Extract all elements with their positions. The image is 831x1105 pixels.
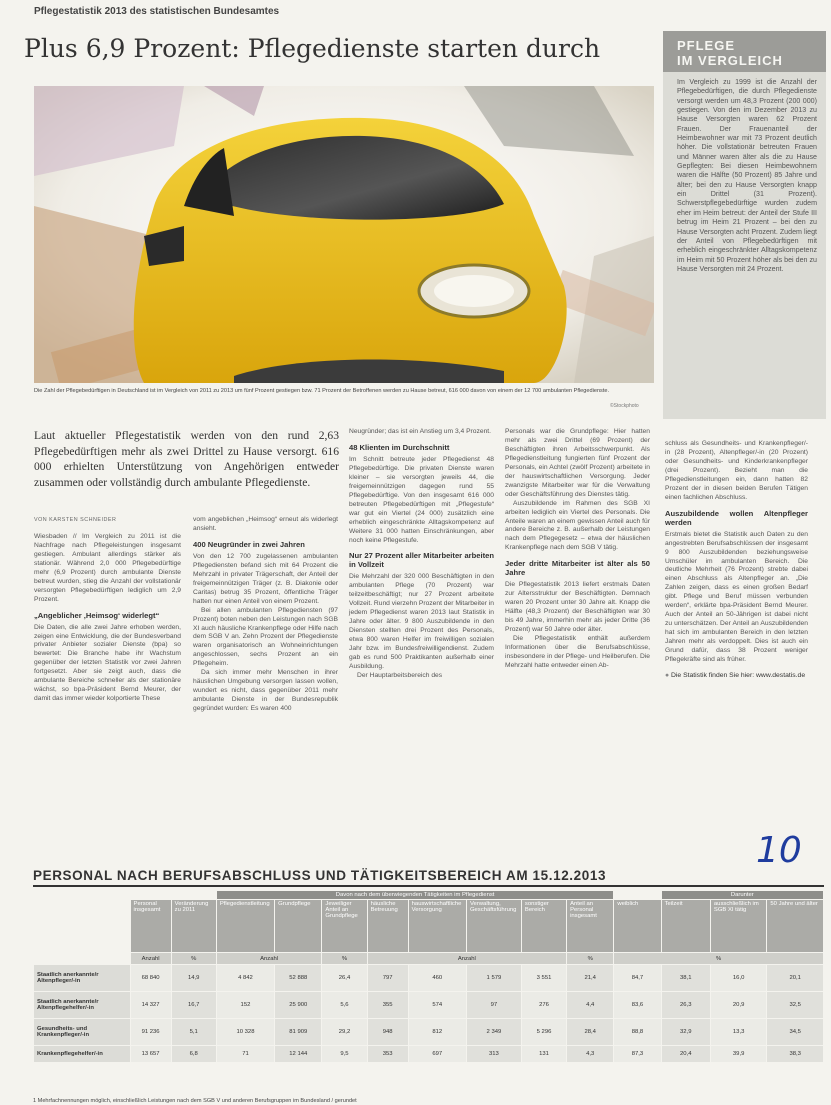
table-cell: 29,2 [322,1019,367,1046]
table-cell: 68 840 [130,965,171,992]
unit-cell: Anzahl [130,953,171,965]
sidebar-box [663,31,826,419]
table-cell: 152 [216,992,274,1019]
sidebar-title-line2: IM VERGLEICH [677,53,783,68]
table-cell: 3 551 [521,965,566,992]
table-cell: 83,6 [614,992,661,1019]
table-cell: 13 657 [130,1046,171,1063]
table-header-cell: häusliche Betreuung [367,900,408,953]
column-4-paragraph-1: Personals war die Grundpflege: Hier hatten mehr als zwei Drittel (69 Prozent) der Beschäftigten ihren Arbeitsschwerpunkt. Als Pflegedienstleitung fungierten fünf Prozent der Personals, ein Achtel (zwölf Prozent) arbeitete in der hauswirtschaftlichen Versorgung. Jeder zwanzigste Mitarbeiter war für die Verwaltung oder Geschäftsführung des Dienstes tätig. [505,428,650,498]
table-cell: 91 236 [130,1019,171,1046]
column-5-paragraph-2: Erstmals bietet die Statistik auch Daten zu den angestrebten Berufsabschlüssen der insgesamt 9 800 Auszubildenden beziehungsweise Umschüler im ambulanten Bereich. Die deutliche Mehrheit (76 Prozent) strebte dabei einen Abschluss als Altenpfleger an. „Die Zahlen zeigen, dass es einen großen Bedarf gibt. Pflege und Beruf müssen verbunden werden“, erklärte bpa-Präsident Bernd Meurer. Auch der Anteil an 50-Jährigen ist dabei nicht zu unterschätzen. Der Anteil an Auszubildenden hat sich im ambulanten Bereich in den letzten Jahren mehr als verdoppelt. Dies ist auch ein Grund dafür, dass 38 Prozent weniger Pflegekräfte sind als früher. [665,530,808,664]
table-cell: 2 349 [466,1019,521,1046]
table-header-cell: Grundpflege [275,900,322,953]
article-column-3 [349,428,494,681]
table-cell: 6,8 [171,1046,216,1063]
table-cell: 313 [466,1046,521,1063]
table-header-cell: Personal insgesamt [130,900,171,953]
table-cell: 38,1 [661,965,710,992]
table-cell: 38,3 [767,1046,824,1063]
table-cell: 25 900 [275,992,322,1019]
row-label: Krankenpflegehelfer/-in [34,1046,131,1063]
table-cell: 20,1 [767,965,824,992]
article-column-1 [34,516,181,704]
table-cell: 5,6 [322,992,367,1019]
table-cell: 948 [367,1019,408,1046]
table-footnote: 1 Mehrfachnennungen möglich, einschließlich Leistungen nach dem SGB V und anderen Berufsgruppen im Bundesland / gerundet [33,1098,357,1104]
table-cell: 574 [408,992,466,1019]
table-cell: 4,4 [567,992,614,1019]
kicker: Pflegestatistik 2013 des statistischen Bundesamtes [34,6,280,17]
sidebar-text: Im Vergleich zu 1999 ist die Anzahl der Pflegebedürftigen, die durch Pflegedienste versorgt werden um 48,3 Prozent (200 000) gestiegen. Von den im Dezember 2013 zu Hause Versorgten waren 62 Prozent Frauen. Der Frauenanteil der Heimbewohner war mit 73 Prozent deutlich höher. Die vollstationär betreuten Frauen und Männer waren älter als die zu Hause Gepflegten: Bei diesen Heimbewohnern waren die Hälfte (50 Prozent) 85 Jahre und älter; bei den zu Hause Versorgten knapp ein Drittel (31 Prozent). Schwerstpflegebedürftige wurden zudem eher im Heim betreut: der Anteil der Stufe III betrug im Heim 21 Prozent – bei den zu Hause Versorgten acht Prozent. Zudem liegt der Anteil von Pflegebedürftigen mit erheblich eingeschränkter Alltagskompetenz im Heim mit 50 Prozent höher als bei den zu Hause Versorgten mit 24 Prozent. [677,78,817,273]
table-cell: 5,1 [171,1019,216,1046]
table-cell: 87,3 [614,1046,661,1063]
column-3-paragraph-2: Im Schnitt betreute jeder Pflegedienst 48 Pflegebedürftige. Die privaten Dienste waren kleiner – sie versorgten jeweils 44, die freigemeinnützigen dagegen rund 55 Pflegebedürftige. Von den insgesamt 616 000 betreuten Pflegebedürftigen mit „Pflegestufe“ war gut ein Viertel (24 000) zusätzlich eine erheblich eingeschränkte Alltagskompetenz auf Weitere 31 000 hatten Einschränkungen, aber noch keine Pflegestufe. [349,455,494,544]
table-cell: 14 327 [130,992,171,1019]
article-column-5 [665,440,808,680]
table-header-cell: 50 Jahre und älter [767,900,824,953]
column-4-paragraph-4: Die Pflegestatistik enthält außerdem Informationen über die Berufsabschlüsse, insbesondere in der Pflege- und Heilberufen. Die Mehrzahl hatte entweder einen Ab- [505,635,650,669]
unit-cell: % [171,953,216,965]
table-cell: 20,4 [661,1046,710,1063]
article-column-4 [505,428,650,671]
table-cell: 12 144 [275,1046,322,1063]
lead-paragraph: Laut aktueller Pflegestatistik werden von den rund 2,63 Pflegebedürftigen mehr als zwei Drittel zu Hause versorgt. 616 000 erhielten Unterstützung von Angehörigen entweder zusammen oder vollständig durch ambulante Pflegedienste. [34,429,339,489]
article-column-2 [193,516,338,714]
table-cell: 81 909 [275,1019,322,1046]
table-cell: 39,9 [710,1046,766,1063]
photo-credit: ©Stockphoto [610,403,639,409]
column-2-paragraph-4: Da sich immer mehr Menschen in ihrer häuslichen Umgebung versorgen lassen wollen, wundert es nicht, dass gegenüber 2011 mehr ambulante Dienste in der Bundesrepublik gegründet wurden: Es waren 400 [193,669,338,713]
table-cell: 9,5 [322,1046,367,1063]
column-5-paragraph-1: schluss als Gesundheits- und Krankenpfleger/-in (28 Prozent), Altenpfleger/-in (20 Prozent) oder Gesundheits- und Kinderkrankenpfleger (drei Prozent). Bezieht man die Pflegedienstleitungen ein, dann hatten 82 Prozent der in diesen beiden Berufen Tätigen einen fachlichen Abschluss. [665,440,808,501]
column-2-paragraph-3: Bei allen ambulanten Pflegediensten (97 Prozent) boten neben den Leistungen nach SGB XI auch häusliche Krankenpflege oder Hilfe nach dem SGB V an. Zehn Prozent der Pflegedienste waren organisatorisch an Wohneinrichtungen angeschlossen, sechs Prozent an ein Pflegeheim. [193,606,338,668]
table-cell: 4,3 [567,1046,614,1063]
sidebar-title-line1: PFLEGE [677,38,736,53]
personnel-table [33,890,824,1063]
unit-blank [34,953,131,965]
statistics-link-note [665,671,808,680]
table-cell: 276 [521,992,566,1019]
table-header-cell: Teilzeit [661,900,710,953]
table-cell: 131 [521,1046,566,1063]
table-header-cell: hauswirtschaftliche Versorgung [408,900,466,953]
table-header-blank [34,900,131,953]
unit-cell: % [567,953,614,965]
table-group-header-row [34,891,824,900]
table-cell: 26,4 [322,965,367,992]
table-cell: 28,4 [567,1019,614,1046]
table-cell: 4 842 [216,965,274,992]
table-header-cell: Anteil an Personal insgesamt [567,900,614,953]
table-row [34,992,824,1019]
table-header-cell: Pflegedienstleitung [216,900,274,953]
table-row [34,1046,824,1063]
table-cell: 84,7 [614,965,661,992]
column-1-subheading: „Angeblicher ‚Heimsog‘ widerlegt“ [34,610,160,620]
table-corner-cell [34,891,131,900]
column-4-paragraph-3: Die Pflegestatistik 2013 liefert erstmals Daten zur Altersstruktur der Beschäftigten. Demnach waren 20 Prozent unter 30 Jahre alt. Knapp die Hälfte (48,3 Prozent) der Beschäftigten war 30 bis 49 Jahre, immerhin mehr als jeder Dritte (36 Prozent) war 50 Jahre oder älter. [505,581,650,634]
column-2-paragraph-1: vom angeblichen „Heimsog“ erneut als widerlegt ansieht. [193,516,338,532]
author-line: VON KARSTEN SCHNEIDER [34,517,117,523]
unit-cell: Anzahl [216,953,322,965]
table-cell: 16,7 [171,992,216,1019]
row-label: Gesundheits- und Krankenpfleger/-in [34,1019,131,1046]
table-cell: 32,5 [767,992,824,1019]
table-cell: 97 [466,992,521,1019]
column-3-subheading-2: Nur 27 Prozent aller Mitarbeiter arbeiten in Vollzeit [349,551,494,570]
table-header-cell: Jeweiliger Anteil an Grundpflege [322,900,367,953]
table-cell: 13,3 [710,1019,766,1046]
table-column-header-row [34,900,824,953]
column-5-subheading: Auszubildende wollen Altenpfleger werden [665,508,808,527]
table-row [34,965,824,992]
table-cell: 10 328 [216,1019,274,1046]
column-2-paragraph-2: Von den 12 700 zugelassenen ambulanten Pflegediensten befand sich mit 64 Prozent die Mehrzahl in privater Trägerschaft, der Anteil der freigemeinnützigen Träger (z. B. Diakonie oder Caritas) betrug 35 Prozent, öffentliche Träger hatten nur einen Anteil von einem Prozent. [193,552,338,605]
table-cell: 88,8 [614,1019,661,1046]
table-cell: 460 [408,965,466,992]
column-1-paragraph-2: Die Daten, die alle zwei Jahre erhoben werden, zeigen eine Entwicklung, die der Bundesverband privater Anbieter sozialer Dienste (bpa) so bewertet: Die Branche habe ihr Wachstum gegenüber der letzten Statistik vor zwei Jahren fortgesetzt. Aber sie zeigt auch, dass die ambulante Bereiche schneller als der stationäre wächst, so bpa-Präsident Bernd Meurer, der damit das immer wieder kolportierte These [34,623,181,703]
table-cell: 5 296 [521,1019,566,1046]
column-3-paragraph-4: Der Hauptarbeitsbereich des [357,671,443,679]
table-cell: 14,9 [171,965,216,992]
table-header-cell: Veränderung zu 2011 [171,900,216,953]
table-unit-row [34,953,824,965]
table-cell: 353 [367,1046,408,1063]
column-4-paragraph-2: Auszubildende im Rahmen des SGB XI arbeiten lediglich ein Viertel des Personals. Die Anteile waren an einem gewissen Anteil auch für andere Bereiche z. B. außerhalb der Leistungen nach dem Pflegegesetz – etwa der häuslichen Krankenpflege nach dem SGB V tätig. [505,499,650,552]
handwritten-page-number: 10 [756,830,802,871]
column-3-subheading-1: 48 Klienten im Durchschnitt [349,442,450,452]
table-cell: 21,4 [567,965,614,992]
bullet-icon: ● [665,671,671,679]
column-1-paragraph-1: Wiesbaden // Im Vergleich zu 2011 ist die Nachfrage nach Pflegeleistungen insgesamt gestiegen. Ambulant allerdings stärker als stationär. Während 2,0 000 Pflegebedürftige mehr (6,9 Prozent) durch ambulante Dienste betreut wurden, stieg die Anzahl der vollstationär versorgten Pflegebedürftigen lediglich um 2,9 Prozent. [34,532,181,603]
table-title-rule [33,885,824,887]
table-cell: 797 [367,965,408,992]
table-header-cell: ausschließlich im SGB XI tätig [710,900,766,953]
column-3-paragraph-1: Neugründer; das ist ein Anstieg um 3,4 Prozent. [349,428,492,435]
table-cell: 1 579 [466,965,521,992]
article-photo [34,86,654,383]
column-2-subheading: 400 Neugründer in zwei Jahren [193,539,305,549]
table-cell: 16,0 [710,965,766,992]
photo-caption: Die Zahl der Pflegebedürftigen in Deutschland ist im Vergleich von 2011 zu 2013 um fünf Prozent gestiegen bzw. 71 Prozent der Betroffenen werden zu Hause betreut, 616 000 davon von einem der 12 700 ambulanten Pflegedienste. [34,388,610,394]
table-cell: 355 [367,992,408,1019]
table-title: PERSONAL NACH BERUFSABSCHLUSS UND TÄTIGKEITSBEREICH AM 15.12.2013 [33,868,607,883]
table-spacer-cell [130,891,216,900]
table-header-cell: weiblich [614,900,661,953]
table-header-cell: sonstiger Bereich [521,900,566,953]
car-illustration [34,86,654,383]
column-3-paragraph-3: Die Mehrzahl der 320 000 Beschäftigten in den ambulanten Pflege (70 Prozent) war teilzeitbeschäftigt; nur 27 Prozent arbeitete Vollzeit. Rund vierzehn Prozent der Mitarbeiter in jedem Pflegedienst waren 2013 laut Statistik in Jahre oder älter. 9 800 Auszubildende in den Diensten stellten drei Prozent des Personals, etwa 800 waren Helfer im freiwilligen sozialen Jahr bzw. im Bundesfreiwilligendienst. Zudem gab es rund 500 Praktikanten außerhalb einer Ausbildung. [349,573,494,671]
headline: Plus 6,9 Prozent: Pflegedienste starten durch [24,34,601,63]
table-cell: 34,5 [767,1019,824,1046]
table-spacer-cell-2 [614,891,661,900]
table-cell: 812 [408,1019,466,1046]
table-cell: 32,9 [661,1019,710,1046]
table-cell: 20,9 [710,992,766,1019]
column-4-subheading: Jeder dritte Mitarbeiter ist älter als 50 Jahre [505,559,650,578]
table-group-age: Darunter [661,891,823,900]
table-cell: 52 888 [275,965,322,992]
row-label: Staatlich anerkannte/r Altenpflegehelfer/-in [34,992,131,1019]
table-cell: 697 [408,1046,466,1063]
unit-cell: Anzahl [367,953,567,965]
row-label: Staatlich anerkannte/r Altenpfleger/-in [34,965,131,992]
unit-cell: % [322,953,367,965]
table-cell: 26,3 [661,992,710,1019]
statistics-link-text: Die Statistik finden Sie hier: www.destatis.de [671,671,806,679]
sidebar-title [663,31,826,72]
table-row [34,1019,824,1046]
table-header-cell: Verwaltung, Geschäftsführung [466,900,521,953]
table-group-tasks: Davon nach dem überwiegenden Tätigkeiten im Pflegedienst [216,891,614,900]
unit-cell: % [614,953,824,965]
table-cell: 71 [216,1046,274,1063]
